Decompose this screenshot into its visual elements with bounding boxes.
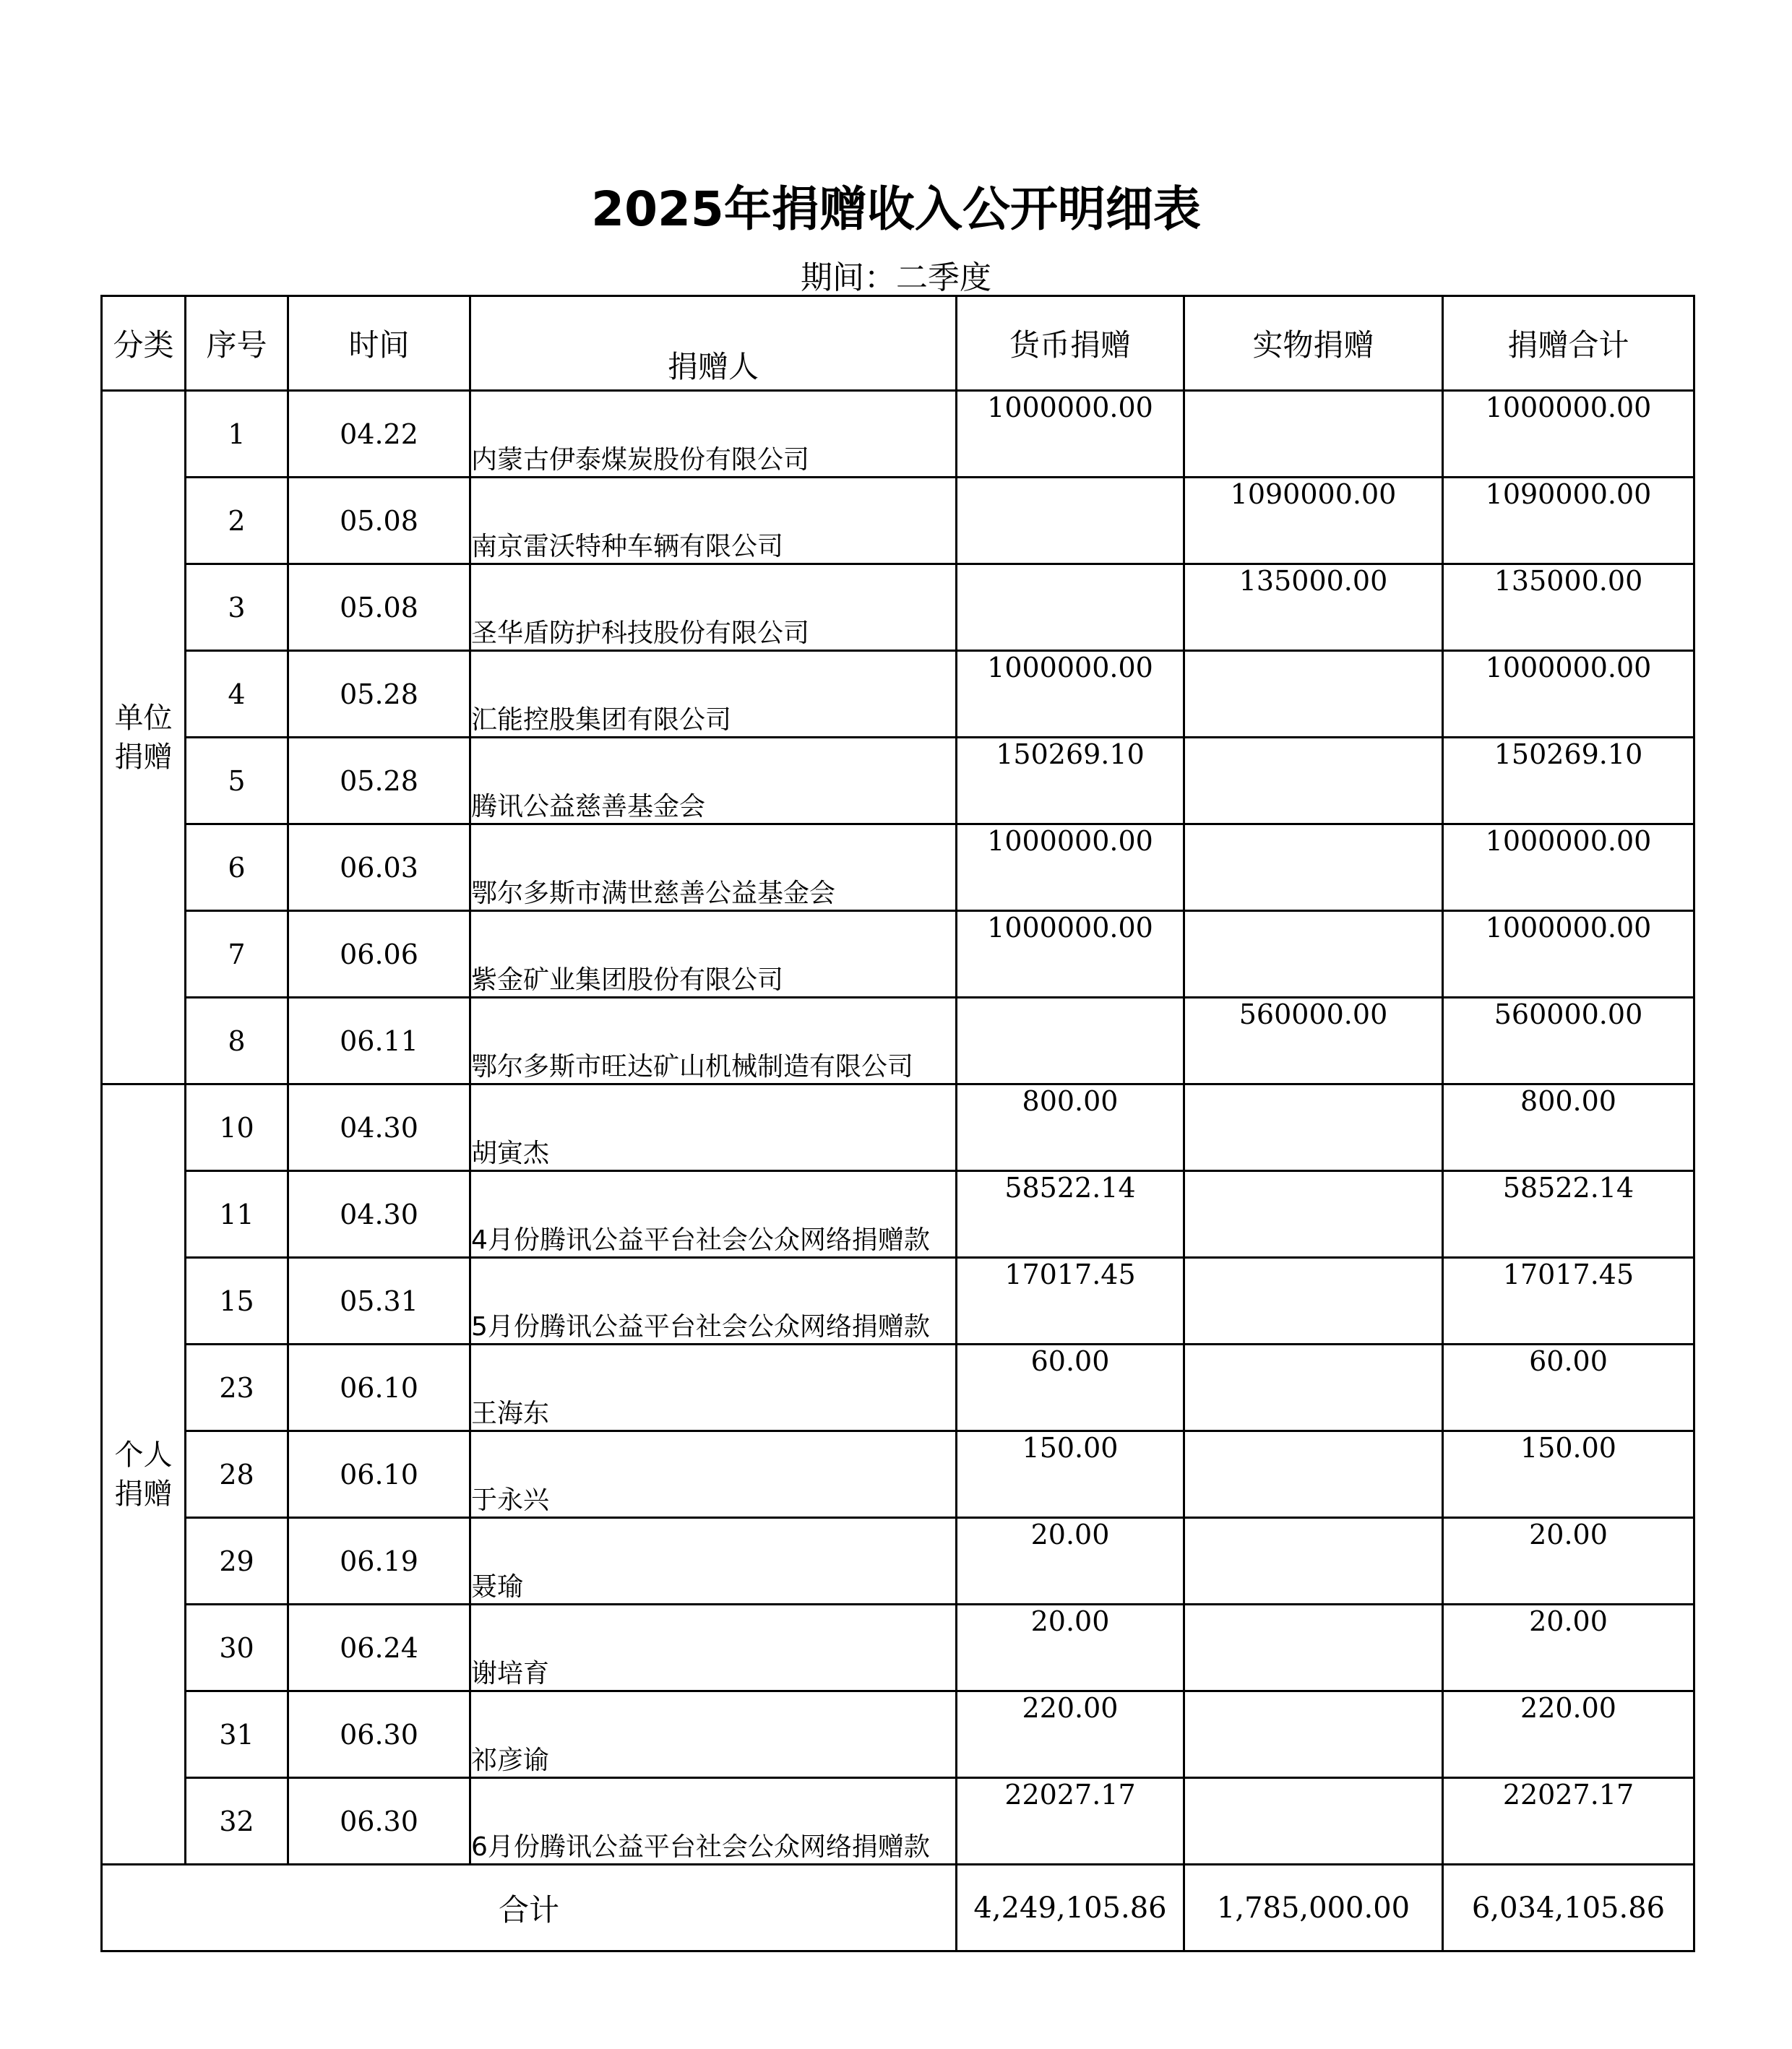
monetary-cell: 800.00 xyxy=(957,1084,1184,1171)
total-cell: 1000000.00 xyxy=(1443,911,1694,998)
donor-cell: 6月份腾讯公益平台社会公众网络捐赠款 xyxy=(470,1778,957,1865)
header-total: 捐赠合计 xyxy=(1443,296,1694,391)
donor-cell: 谢培育 xyxy=(470,1605,957,1691)
table-row xyxy=(102,911,1694,998)
date-cell: 05.08 xyxy=(288,478,470,564)
seq-cell: 3 xyxy=(186,564,288,651)
total-cell: 58522.14 xyxy=(1443,1171,1694,1258)
in-kind-cell xyxy=(1184,651,1443,738)
summary-total: 6,034,105.86 xyxy=(1443,1865,1694,1951)
donor-cell: 汇能控股集团有限公司 xyxy=(470,651,957,738)
table-row xyxy=(102,1605,1694,1691)
donor-cell: 鄂尔多斯市旺达矿山机械制造有限公司 xyxy=(470,998,957,1084)
in-kind-cell xyxy=(1184,911,1443,998)
in-kind-cell xyxy=(1184,1518,1443,1605)
seq-cell: 8 xyxy=(186,998,288,1084)
monetary-cell: 20.00 xyxy=(957,1518,1184,1605)
table-row xyxy=(102,1518,1694,1605)
seq-cell: 11 xyxy=(186,1171,288,1258)
monetary-cell: 150269.10 xyxy=(957,738,1184,824)
monetary-cell: 20.00 xyxy=(957,1605,1184,1691)
table-row xyxy=(102,824,1694,911)
category-cell xyxy=(102,391,186,1084)
seq-cell: 2 xyxy=(186,478,288,564)
table-row xyxy=(102,1258,1694,1345)
donor-cell: 紫金矿业集团股份有限公司 xyxy=(470,911,957,998)
seq-cell: 28 xyxy=(186,1431,288,1518)
total-cell: 1000000.00 xyxy=(1443,391,1694,478)
total-cell: 1000000.00 xyxy=(1443,824,1694,911)
date-cell: 06.30 xyxy=(288,1778,470,1865)
header-seq: 序号 xyxy=(186,296,288,391)
table-row xyxy=(102,1084,1694,1171)
in-kind-cell xyxy=(1184,1778,1443,1865)
seq-cell: 23 xyxy=(186,1345,288,1431)
in-kind-cell xyxy=(1184,391,1443,478)
period-label: 期间：二季度 xyxy=(801,259,991,296)
seq-cell: 5 xyxy=(186,738,288,824)
seq-cell: 15 xyxy=(186,1258,288,1345)
monetary-cell: 1000000.00 xyxy=(957,651,1184,738)
summary-label: 合计 xyxy=(102,1865,957,1951)
table-body xyxy=(102,391,1694,1865)
seq-cell: 31 xyxy=(186,1691,288,1778)
header-date: 时间 xyxy=(288,296,470,391)
header-in-kind: 实物捐赠 xyxy=(1184,296,1443,391)
total-cell: 1000000.00 xyxy=(1443,651,1694,738)
in-kind-cell xyxy=(1184,1431,1443,1518)
seq-cell: 10 xyxy=(186,1084,288,1171)
in-kind-cell xyxy=(1184,1345,1443,1431)
summary-in-kind: 1,785,000.00 xyxy=(1184,1865,1443,1951)
in-kind-cell xyxy=(1184,1171,1443,1258)
table-row xyxy=(102,651,1694,738)
total-cell: 17017.45 xyxy=(1443,1258,1694,1345)
in-kind-cell: 135000.00 xyxy=(1184,564,1443,651)
category-label: 单位捐赠 xyxy=(114,701,173,774)
donor-cell: 南京雷沃特种车辆有限公司 xyxy=(470,478,957,564)
donor-cell: 腾讯公益慈善基金会 xyxy=(470,738,957,824)
table-row xyxy=(102,1431,1694,1518)
in-kind-cell xyxy=(1184,738,1443,824)
monetary-cell: 220.00 xyxy=(957,1691,1184,1778)
total-cell: 60.00 xyxy=(1443,1345,1694,1431)
in-kind-cell xyxy=(1184,1258,1443,1345)
total-cell: 150269.10 xyxy=(1443,738,1694,824)
donor-cell: 内蒙古伊泰煤炭股份有限公司 xyxy=(470,391,957,478)
monetary-cell: 60.00 xyxy=(957,1345,1184,1431)
date-cell: 06.24 xyxy=(288,1605,470,1691)
in-kind-cell: 1090000.00 xyxy=(1184,478,1443,564)
table-row xyxy=(102,998,1694,1084)
date-cell: 06.10 xyxy=(288,1345,470,1431)
summary-row xyxy=(102,1865,1694,1951)
monetary-cell: 1000000.00 xyxy=(957,824,1184,911)
monetary-cell: 58522.14 xyxy=(957,1171,1184,1258)
donor-cell: 4月份腾讯公益平台社会公众网络捐赠款 xyxy=(470,1171,957,1258)
date-cell: 06.11 xyxy=(288,998,470,1084)
seq-cell: 4 xyxy=(186,651,288,738)
total-cell: 135000.00 xyxy=(1443,564,1694,651)
donor-cell: 王海东 xyxy=(470,1345,957,1431)
donor-cell: 聂瑜 xyxy=(470,1518,957,1605)
page-title: 2025年捐赠收入公开明细表 xyxy=(591,181,1201,237)
table-row xyxy=(102,478,1694,564)
category-label: 个人捐赠 xyxy=(114,1438,173,1511)
date-cell: 04.30 xyxy=(288,1084,470,1171)
donor-cell: 圣华盾防护科技股份有限公司 xyxy=(470,564,957,651)
date-cell: 04.22 xyxy=(288,391,470,478)
donor-cell: 祁彦谕 xyxy=(470,1691,957,1778)
monetary-cell: 22027.17 xyxy=(957,1778,1184,1865)
in-kind-cell xyxy=(1184,824,1443,911)
table-row xyxy=(102,738,1694,824)
seq-cell: 32 xyxy=(186,1778,288,1865)
seq-cell: 7 xyxy=(186,911,288,998)
date-cell: 05.28 xyxy=(288,738,470,824)
summary-monetary: 4,249,105.86 xyxy=(957,1865,1184,1951)
total-cell: 220.00 xyxy=(1443,1691,1694,1778)
total-cell: 22027.17 xyxy=(1443,1778,1694,1865)
monetary-cell xyxy=(957,478,1184,564)
seq-cell: 1 xyxy=(186,391,288,478)
total-cell: 20.00 xyxy=(1443,1518,1694,1605)
table-row xyxy=(102,1345,1694,1431)
date-cell: 05.31 xyxy=(288,1258,470,1345)
monetary-cell xyxy=(957,564,1184,651)
monetary-cell xyxy=(957,998,1184,1084)
header-row xyxy=(102,296,1694,391)
header-monetary: 货币捐赠 xyxy=(957,296,1184,391)
donation-table xyxy=(100,295,1695,1952)
table-row xyxy=(102,1691,1694,1778)
total-cell: 20.00 xyxy=(1443,1605,1694,1691)
date-cell: 05.08 xyxy=(288,564,470,651)
donor-cell: 于永兴 xyxy=(470,1431,957,1518)
in-kind-cell: 560000.00 xyxy=(1184,998,1443,1084)
total-cell: 1090000.00 xyxy=(1443,478,1694,564)
date-cell: 06.10 xyxy=(288,1431,470,1518)
total-cell: 560000.00 xyxy=(1443,998,1694,1084)
monetary-cell: 17017.45 xyxy=(957,1258,1184,1345)
monetary-cell: 1000000.00 xyxy=(957,911,1184,998)
date-cell: 06.30 xyxy=(288,1691,470,1778)
in-kind-cell xyxy=(1184,1084,1443,1171)
monetary-cell: 150.00 xyxy=(957,1431,1184,1518)
donor-cell: 5月份腾讯公益平台社会公众网络捐赠款 xyxy=(470,1258,957,1345)
date-cell: 06.19 xyxy=(288,1518,470,1605)
date-cell: 05.28 xyxy=(288,651,470,738)
seq-cell: 6 xyxy=(186,824,288,911)
date-cell: 06.06 xyxy=(288,911,470,998)
table-row xyxy=(102,1778,1694,1865)
in-kind-cell xyxy=(1184,1691,1443,1778)
total-cell: 800.00 xyxy=(1443,1084,1694,1171)
total-cell: 150.00 xyxy=(1443,1431,1694,1518)
seq-cell: 29 xyxy=(186,1518,288,1605)
table-row xyxy=(102,564,1694,651)
table-row xyxy=(102,391,1694,478)
donor-cell: 鄂尔多斯市满世慈善公益基金会 xyxy=(470,824,957,911)
seq-cell: 30 xyxy=(186,1605,288,1691)
header-donor: 捐赠人 xyxy=(470,296,957,391)
header-category: 分类 xyxy=(102,296,186,391)
date-cell: 04.30 xyxy=(288,1171,470,1258)
category-cell xyxy=(102,1084,186,1865)
monetary-cell: 1000000.00 xyxy=(957,391,1184,478)
donor-cell: 胡寅杰 xyxy=(470,1084,957,1171)
table-row xyxy=(102,1171,1694,1258)
date-cell: 06.03 xyxy=(288,824,470,911)
in-kind-cell xyxy=(1184,1605,1443,1691)
